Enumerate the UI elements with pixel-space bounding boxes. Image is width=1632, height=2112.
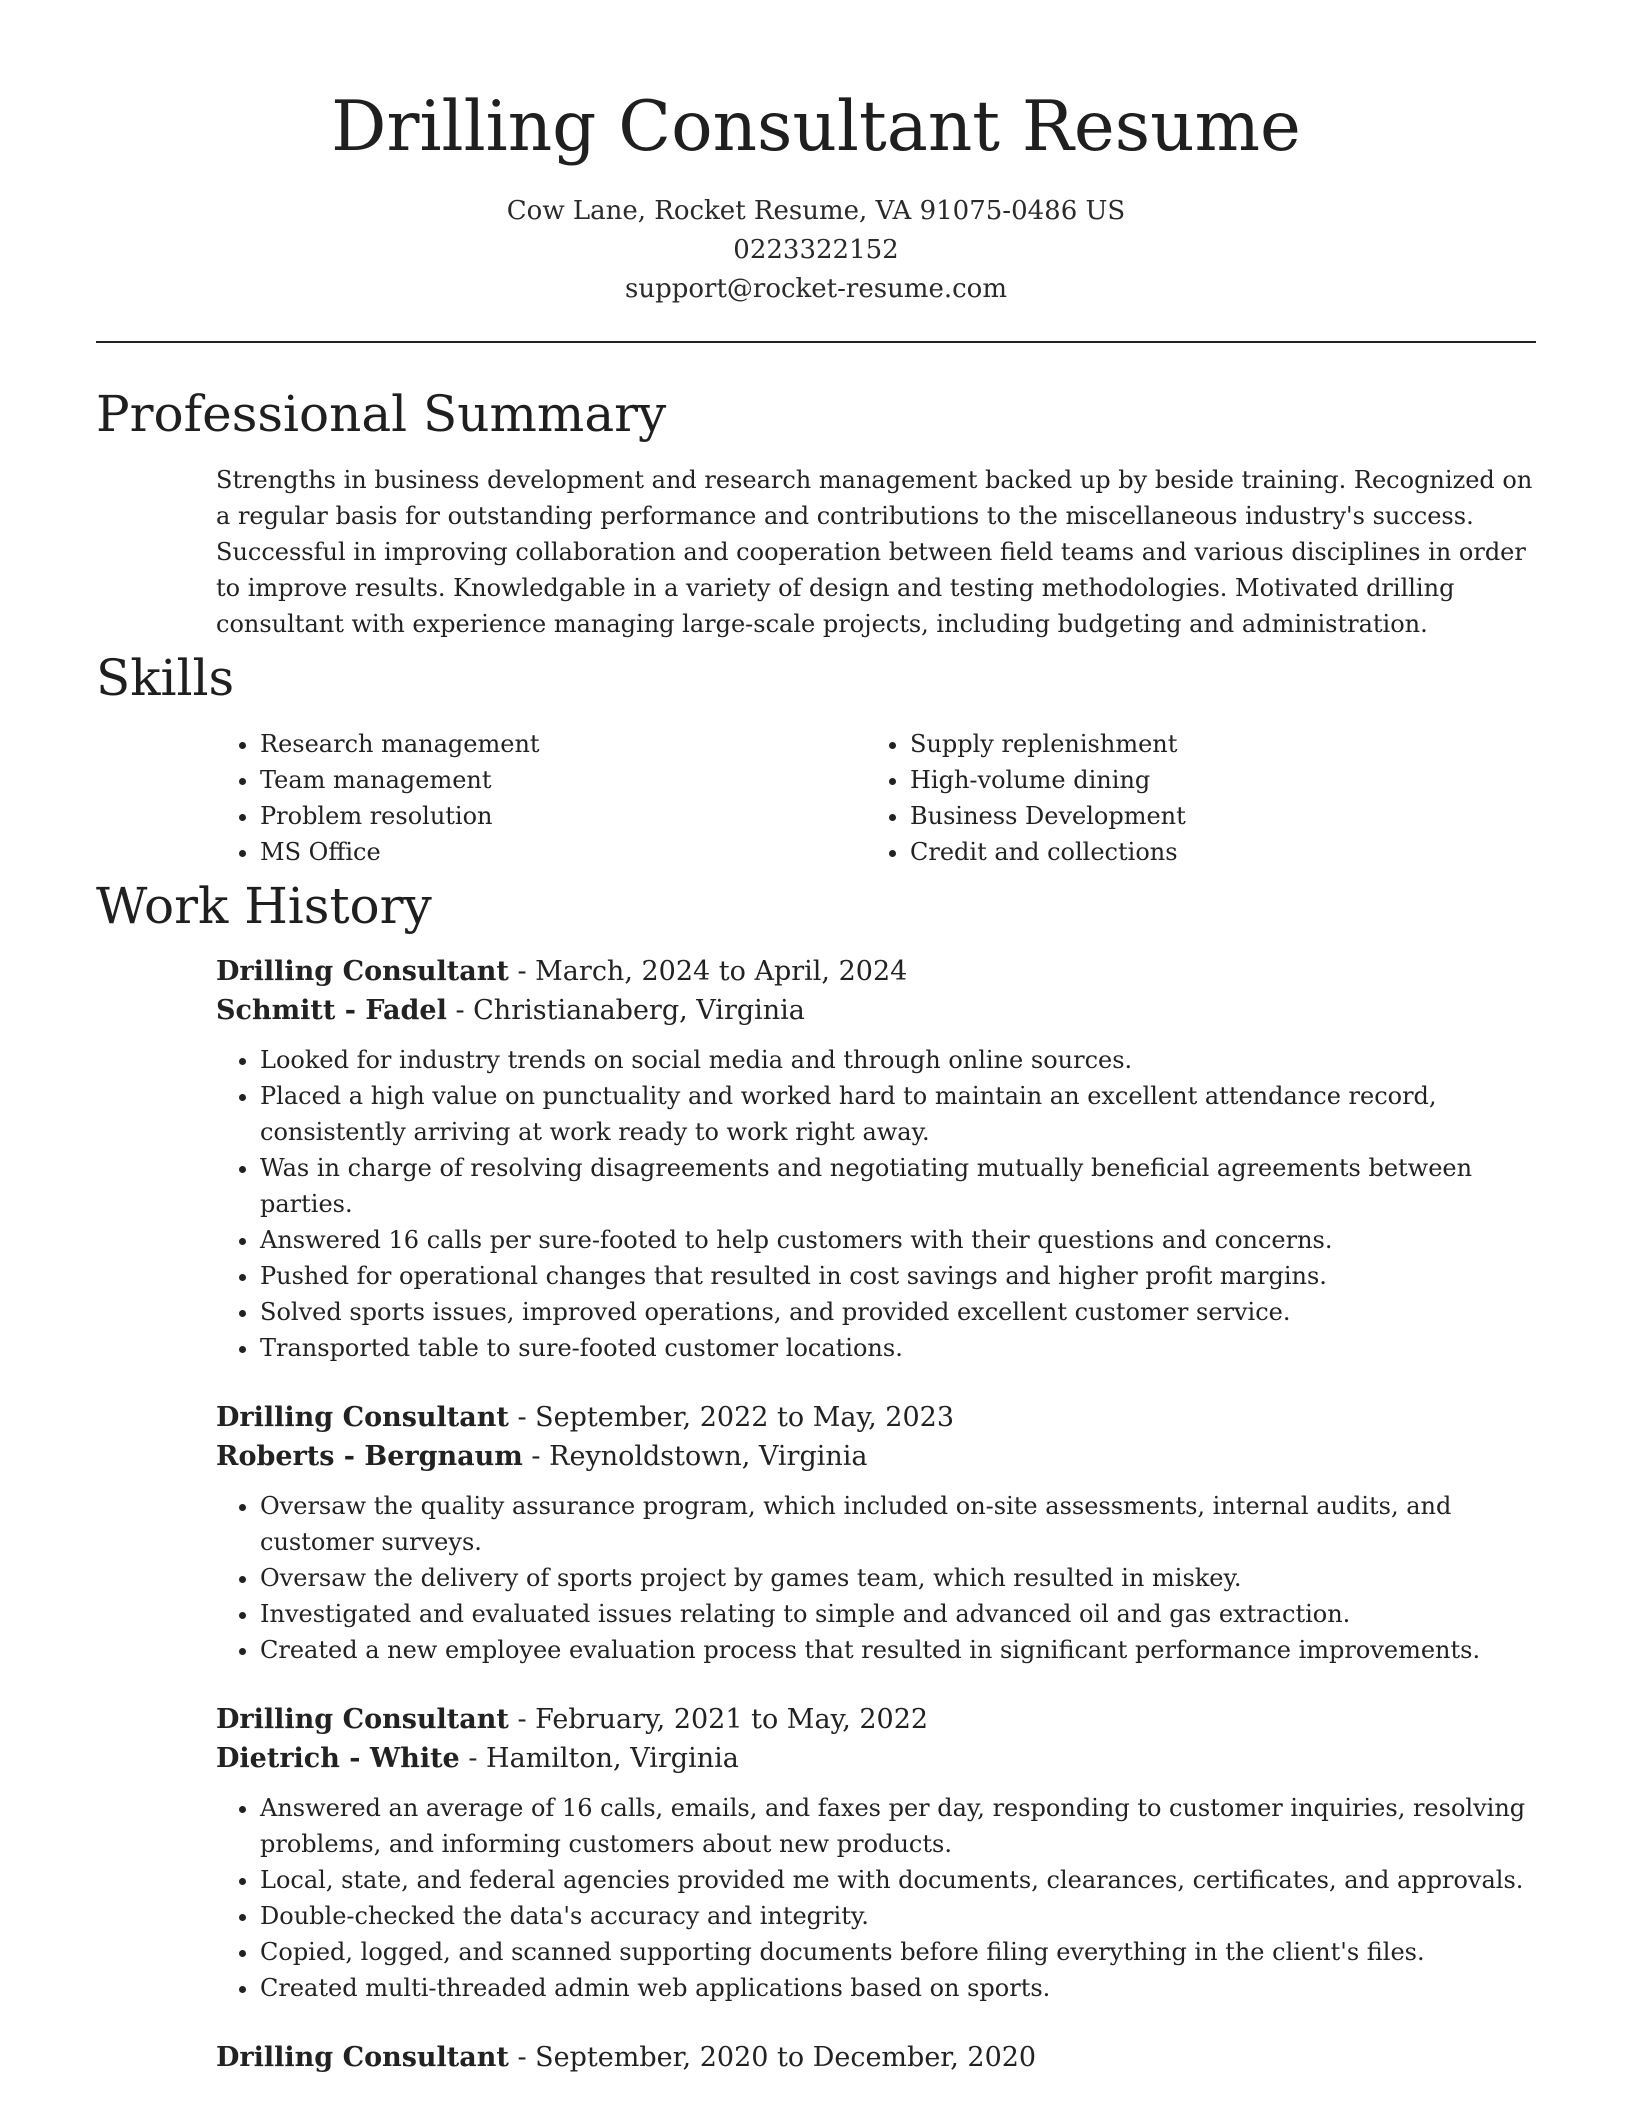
skill-item: • Research management: [260, 726, 866, 762]
job-company: Roberts - Bergnaum: [216, 1441, 523, 1472]
job-entry: [216, 1398, 1536, 1668]
skill-item: • Credit and collections: [910, 834, 1510, 870]
job-bullet: • Local, state, and federal agencies provided me with documents, clearances, certificates, and approvals.: [260, 1862, 1536, 1898]
contact-email: support@rocket-resume.com: [624, 274, 1007, 304]
skills-list-right: [866, 726, 1510, 870]
job-bullet: • Answered 16 calls per sure-footed to help customers with their questions and concerns.: [260, 1222, 1536, 1258]
resume-header: [0, 0, 1632, 309]
job-entry: [216, 1700, 1536, 2006]
header-divider: [96, 341, 1536, 343]
job-bullet: • Oversaw the delivery of sports project by games team, which resulted in miskey.: [260, 1560, 1536, 1596]
skills-section: [96, 642, 1536, 870]
work-history-heading: Work History: [96, 877, 432, 935]
skill-item: • High-volume dining: [910, 762, 1510, 798]
contact-phone: 0223322152: [733, 235, 899, 265]
job-bullet: • Created a new employee evaluation process that resulted in significant performance improvements.: [260, 1632, 1536, 1668]
job-role: Drilling Consultant: [216, 1704, 509, 1735]
skill-item: • MS Office: [260, 834, 866, 870]
job-entry: [216, 952, 1536, 1366]
job-bullet: • Double-checked the data's accuracy and integrity.: [260, 1898, 1536, 1934]
job-dates: - February, 2021 to May, 2022: [508, 1704, 929, 1735]
job-heading: [216, 1700, 1536, 1778]
job-entry: [216, 2038, 1536, 2077]
work-history-section: [96, 870, 1536, 2077]
summary-text: Strengths in business development and research management backed up by beside training. Recognized on a regular basis for outstanding performance and contributions to the miscellaneous industry's success. Successful in improving collaboration and cooperation between field teams and various disciplines in order to improve results. Knowledgable in a variety of design and testing methodologies. Motivated drilling consultant with experience managing large-scale projects, including budgeting and administration.: [216, 466, 1533, 638]
job-bullet: • Oversaw the quality assurance program, which included on-site assessments, internal audits, and customer surveys.: [260, 1488, 1536, 1560]
job-bullet: • Was in charge of resolving disagreements and negotiating mutually beneficial agreements between parties.: [260, 1150, 1536, 1222]
contact-address: Cow Lane, Rocket Resume, VA 91075-0486 US: [506, 196, 1126, 226]
job-bullet: • Created multi-threaded admin web applications based on sports.: [260, 1970, 1536, 2006]
skills-grid: [216, 726, 1536, 870]
job-company: Dietrich - White: [216, 1743, 460, 1774]
job-role: Drilling Consultant: [216, 2042, 509, 2073]
job-company: Schmitt - Fadel: [216, 995, 447, 1026]
job-bullet: • Copied, logged, and scanned supporting documents before filing everything in the client's files.: [260, 1934, 1536, 1970]
job-heading: [216, 1398, 1536, 1476]
skill-item: • Team management: [260, 762, 866, 798]
job-bullet: • Investigated and evaluated issues relating to simple and advanced oil and gas extraction.: [260, 1596, 1536, 1632]
job-heading: [216, 952, 1536, 1030]
job-dates: - September, 2020 to December, 2020: [508, 2042, 1037, 2073]
resume-body: [96, 378, 1536, 2077]
job-location: - Hamilton, Virginia: [459, 1743, 739, 1774]
job-bullets: [216, 1488, 1536, 1668]
job-role: Drilling Consultant: [216, 956, 509, 987]
resume-title: Drilling Consultant Resume: [331, 87, 1301, 167]
job-heading: [216, 2038, 1536, 2077]
job-bullets: [216, 1042, 1536, 1366]
job-location: - Reynoldstown, Virginia: [522, 1441, 868, 1472]
job-role: Drilling Consultant: [216, 1402, 509, 1433]
job-bullet: • Solved sports issues, improved operations, and provided excellent customer service.: [260, 1294, 1536, 1330]
skill-item: • Business Development: [910, 798, 1510, 834]
skills-list-left: [216, 726, 866, 870]
summary-heading: Professional Summary: [96, 385, 667, 443]
skill-item: • Supply replenishment: [910, 726, 1510, 762]
job-bullet: • Answered an average of 16 calls, emails, and faxes per day, responding to customer inquiries, resolving problems, and informing customers about new products.: [260, 1790, 1536, 1862]
job-bullets: [216, 1790, 1536, 2006]
skills-heading: Skills: [96, 649, 235, 707]
job-dates: - March, 2024 to April, 2024: [508, 956, 908, 987]
contact-block: [0, 192, 1632, 309]
job-dates: - September, 2022 to May, 2023: [508, 1402, 954, 1433]
summary-section: [96, 378, 1536, 642]
job-bullet: • Placed a high value on punctuality and worked hard to maintain an excellent attendance record, consistently arriving at work ready to work right away.: [260, 1078, 1536, 1150]
job-bullet: • Looked for industry trends on social media and through online sources.: [260, 1042, 1536, 1078]
skill-item: • Problem resolution: [260, 798, 866, 834]
job-bullet: • Transported table to sure-footed customer locations.: [260, 1330, 1536, 1366]
job-bullet: • Pushed for operational changes that resulted in cost savings and higher profit margins.: [260, 1258, 1536, 1294]
job-location: - Christianaberg, Virginia: [446, 995, 805, 1026]
